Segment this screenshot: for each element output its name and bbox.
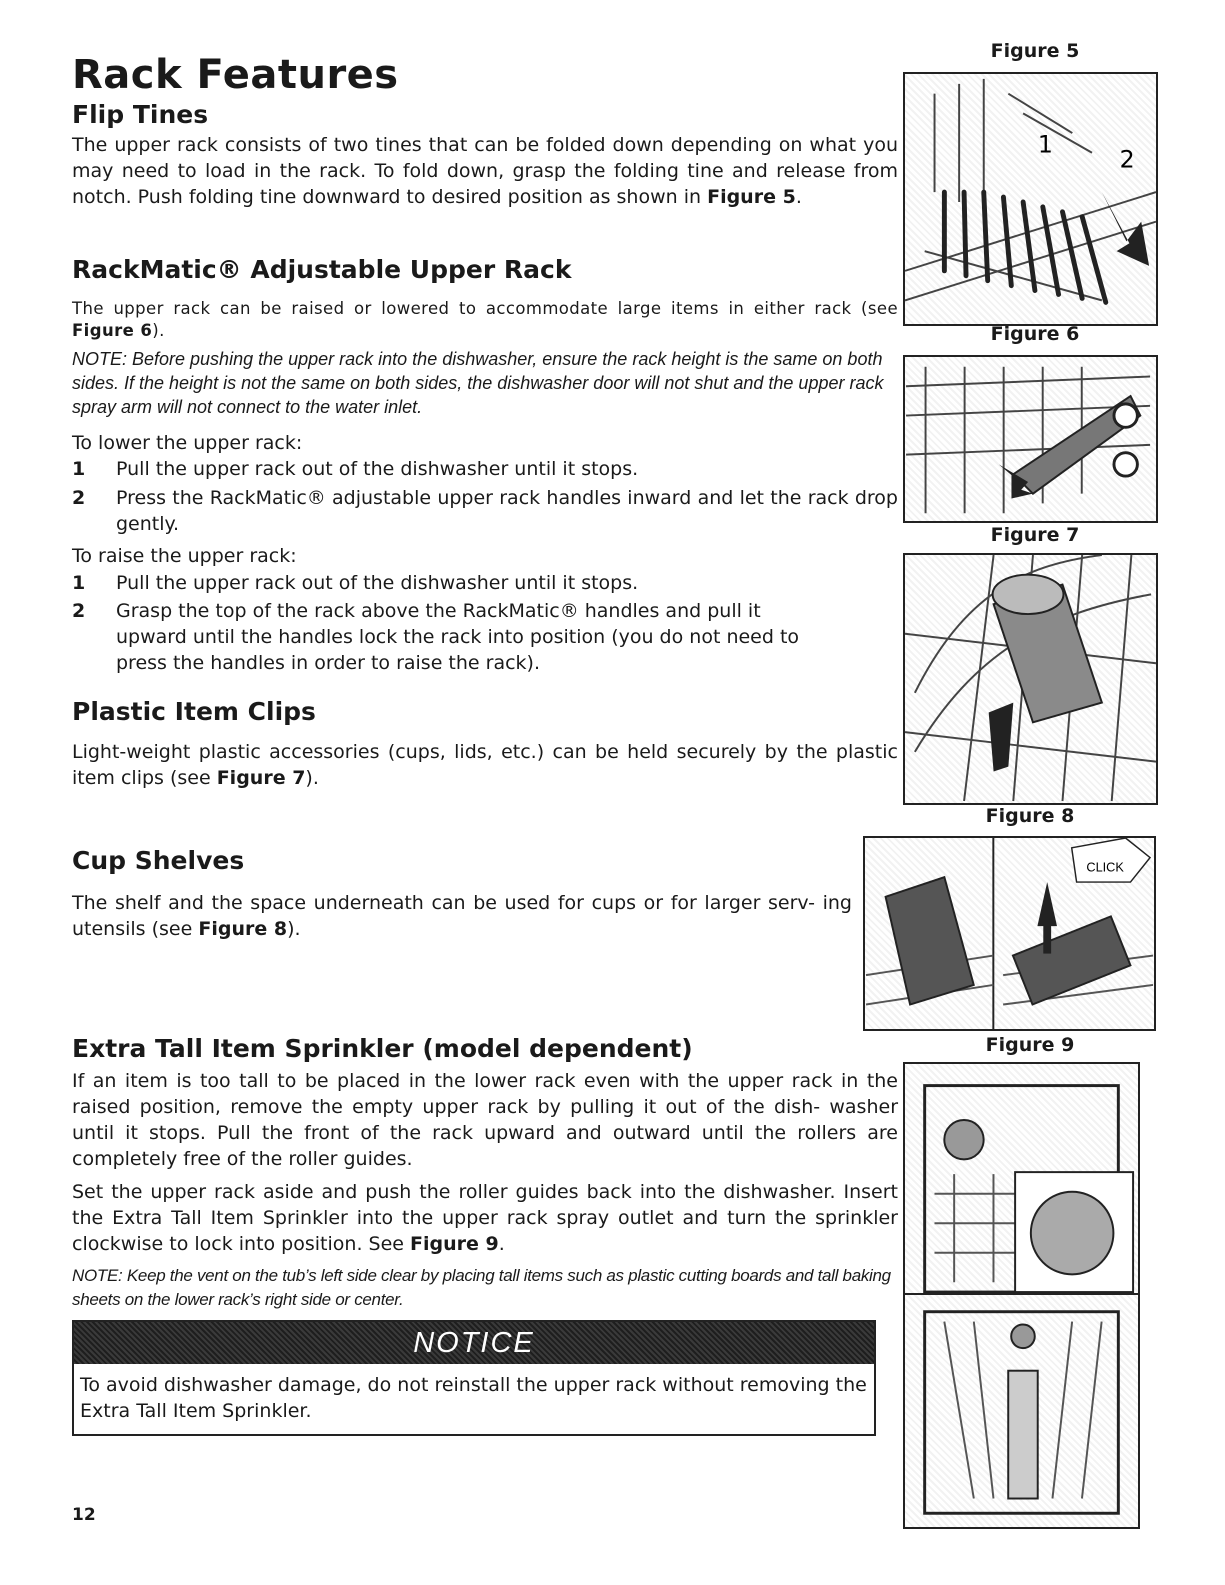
rackmatic-heading: RackMatic® Adjustable Upper Rack	[72, 255, 572, 284]
flip-tines-end: .	[795, 186, 802, 208]
figure-8-image	[863, 836, 1156, 1031]
raise-step-2	[72, 598, 832, 678]
notice-box	[72, 1320, 876, 1436]
clips-body: Light-weight plastic accessories (cups, lids, etc.) can be held securely by the plastic item clips (see	[72, 741, 898, 789]
callout-1: 1	[1037, 130, 1053, 159]
figure-8-label: Figure 8	[985, 805, 1075, 827]
figure-6-ref: Figure 6	[72, 321, 153, 340]
figure-9-label: Figure 9	[985, 1034, 1075, 1056]
lower-intro: To lower the upper rack:	[72, 432, 303, 454]
page-number: 12	[72, 1505, 96, 1525]
clips-paragraph	[72, 739, 898, 791]
sprinkler-heading: Extra Tall Item Sprinkler (model dependent)	[72, 1034, 693, 1063]
plastic-clip-illustration	[905, 555, 1156, 803]
step-number: 2	[72, 600, 86, 622]
step-text: Pull the upper rack out of the dishwasher until it stops.	[116, 458, 639, 480]
step-number: 2	[72, 487, 86, 509]
notice-title: NOTICE	[74, 1322, 874, 1364]
figure-5-image	[903, 72, 1158, 326]
rackmatic-end: ).	[152, 321, 165, 340]
lower-step-1	[72, 456, 898, 482]
sprinkler-end: .	[498, 1233, 505, 1255]
rackmatic-note: NOTE: Before pushing the upper rack into the dishwasher, ensure the rack height is the same on both sides. If the height is not the same on both sides, the dishwasher door will not shut and the upper rack spray arm will not connect to the water inlet.	[72, 349, 884, 417]
callout-2: 2	[1119, 145, 1135, 174]
clips-heading: Plastic Item Clips	[72, 697, 316, 726]
shelves-paragraph	[72, 890, 852, 942]
figure-9-ref: Figure 9	[410, 1233, 499, 1255]
sprinkler-body: Set the upper rack aside and push the roller guides back into the dishwasher. Insert the Extra Tall Item Sprinkler into the upper rack spray outlet and turn the sprinkler clockwise to lock into position. See	[72, 1181, 898, 1255]
shelves-end: ).	[287, 918, 301, 940]
raise-step-1	[72, 570, 898, 596]
flip-tines-body: The upper rack consists of two tines that can be folded down depending on what you may need to load in the rack. To fold down, grasp the folding tine and release from notch. Push folding tine downward to desired position as shown in	[72, 134, 898, 208]
clips-end: ).	[305, 767, 319, 789]
figure-5-label: Figure 5	[990, 40, 1080, 62]
figure-7-label: Figure 7	[990, 524, 1080, 546]
figure-5-ref: Figure 5	[707, 186, 796, 208]
folding-tines-illustration	[905, 74, 1156, 324]
rackmatic-handle-illustration	[905, 357, 1156, 521]
click-callout: CLICK	[1086, 859, 1124, 875]
lower-step-2	[72, 485, 898, 537]
sprinkler-illustration	[905, 1064, 1138, 1527]
step-text: Pull the upper rack out of the dishwasher until it stops.	[116, 572, 639, 594]
notice-text: To avoid dishwasher damage, do not reinstall the upper rack without removing the Extra Tall Item Sprinkler.	[80, 1374, 867, 1422]
flip-tines-heading: Flip Tines	[72, 100, 209, 129]
shelves-body: The shelf and the space underneath can be used for cups or for larger serv- ing utensils (see	[72, 892, 852, 940]
page-title: Rack Features	[72, 52, 399, 98]
raise-intro: To raise the upper rack:	[72, 545, 297, 567]
cup-shelf-illustration	[865, 838, 1154, 1029]
shelves-heading: Cup Shelves	[72, 846, 245, 875]
figure-9-image	[903, 1062, 1140, 1529]
figure-6-image	[903, 355, 1158, 523]
flip-tines-paragraph	[72, 132, 898, 210]
rackmatic-paragraph	[72, 298, 898, 342]
figure-6-label: Figure 6	[990, 323, 1080, 345]
figure-7-image	[903, 553, 1158, 805]
step-text: Press the RackMatic® adjustable upper rack handles inward and let the rack drop gently.	[116, 487, 898, 535]
step-number: 1	[72, 572, 86, 594]
step-text: Grasp the top of the rack above the RackMatic® handles and pull it upward until the handles lock the rack into position (you do not need to press the handles in order to raise the rack).	[116, 600, 800, 674]
sprinkler-paragraph-2	[72, 1179, 898, 1257]
rackmatic-body: The upper rack can be raised or lowered to accommodate large items in either rack (see	[72, 299, 898, 318]
sprinkler-note: NOTE: Keep the vent on the tub’s left side clear by placing tall items such as plastic cutting boards and tall baking sheets on the lower rack’s right side or center.	[72, 1266, 891, 1309]
figure-8-ref: Figure 8	[198, 918, 288, 940]
figure-7-ref: Figure 7	[216, 767, 306, 789]
step-number: 1	[72, 458, 86, 480]
sprinkler-paragraph-1: If an item is too tall to be placed in the lower rack even with the upper rack in the raised position, remove the empty upper rack by pulling it out of the dish- washer until it stops. Pull the front of the rack upward and outward until the rollers are completely free of the roller guides.	[72, 1070, 898, 1170]
